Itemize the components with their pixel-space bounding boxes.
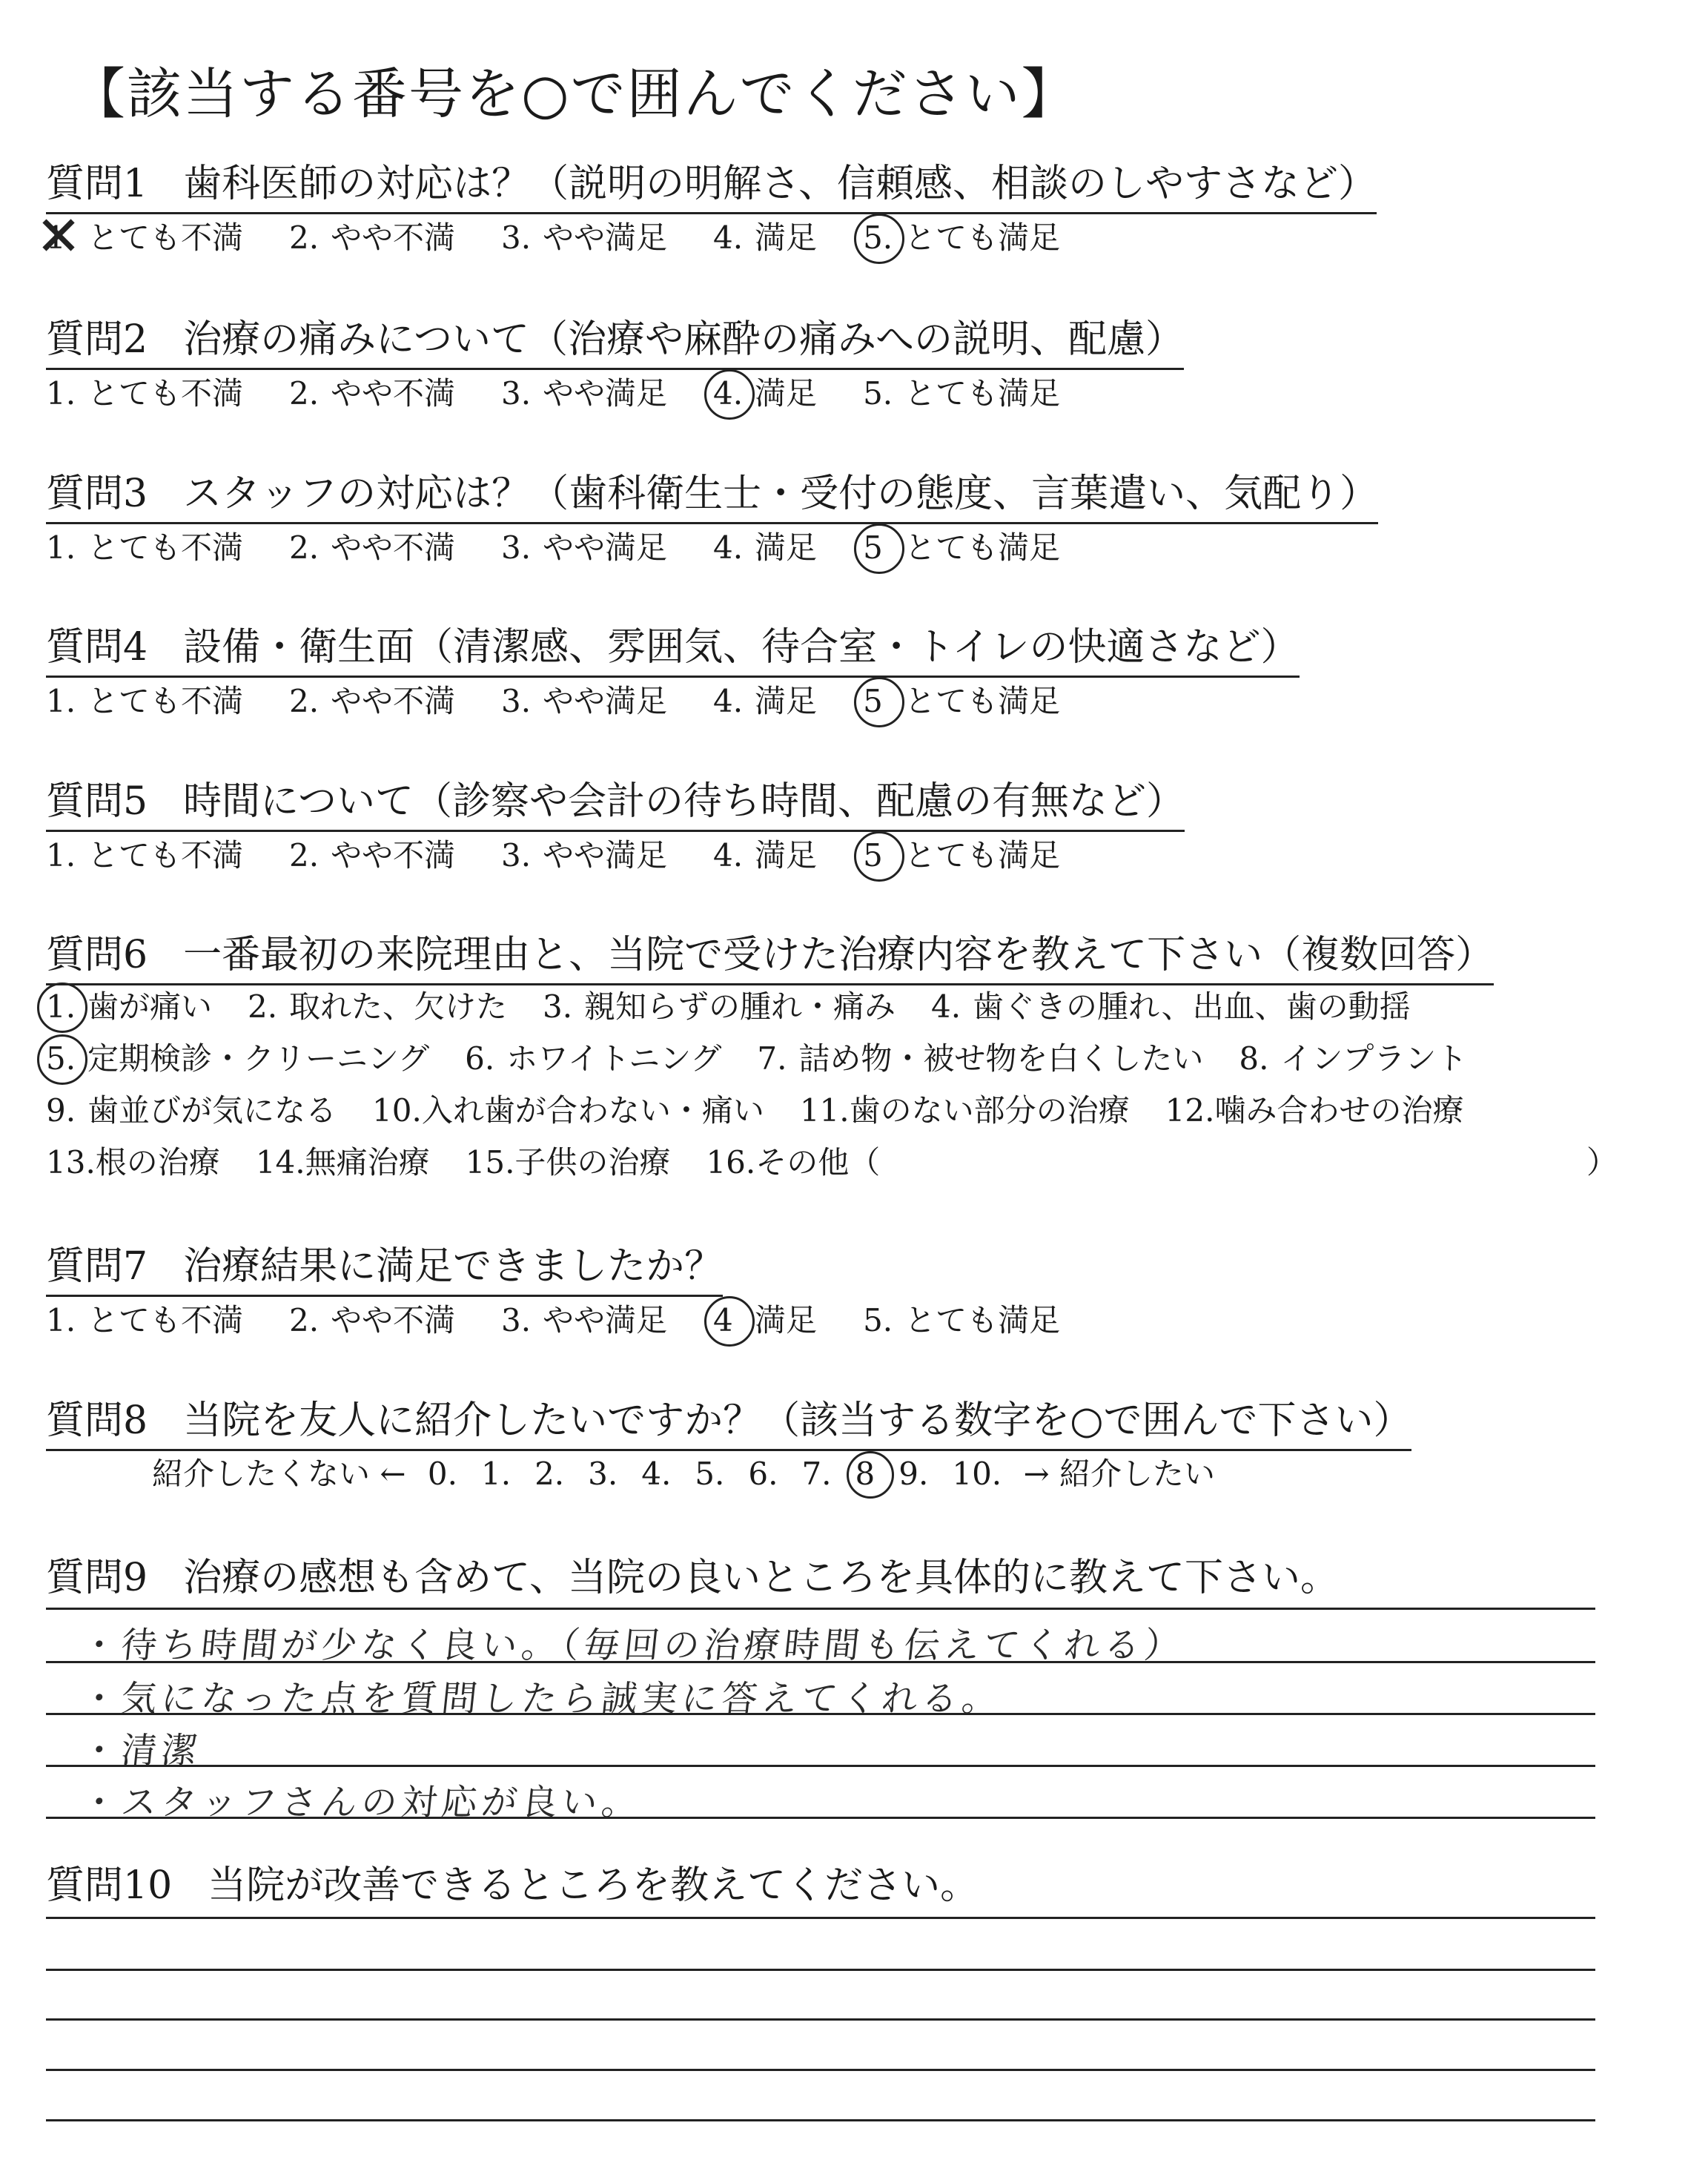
q6-option-8[interactable]: 8. インプラント xyxy=(1239,1040,1468,1077)
question-1-heading xyxy=(46,152,1377,214)
option-4[interactable]: 4. 満足 xyxy=(713,529,818,566)
option-1[interactable]: ✕ 1. とても不満 xyxy=(46,214,243,258)
option-1[interactable]: 1. とても不満 xyxy=(46,683,244,719)
question-6-heading xyxy=(46,923,1494,985)
q6-option-3[interactable]: 3. 親知らずの腫れ・痛み xyxy=(543,988,896,1025)
scale-right-label: → 紹介したい xyxy=(1023,1456,1216,1492)
scale-value[interactable]: 3. xyxy=(588,1456,618,1492)
option-2[interactable]: 2. やや不満 xyxy=(289,837,456,873)
option-2[interactable]: 2. やや不満 xyxy=(289,529,456,566)
option-3[interactable]: 3. やや満足 xyxy=(501,683,668,719)
option-3[interactable]: 3. やや満足 xyxy=(501,1302,668,1338)
answer-line[interactable] xyxy=(46,2069,1595,2071)
scale-value[interactable]: 10. xyxy=(952,1456,1002,1492)
option-4[interactable]: 4. 満足 xyxy=(713,219,818,256)
option-2[interactable]: 2. やや不満 xyxy=(289,375,456,412)
q6-option-7[interactable]: 7. 詰め物・被せ物を白くしたい xyxy=(757,1040,1204,1077)
handwritten-answer-2[interactable]: ・気になった点を質問したら誠実に答えてくれる。 xyxy=(79,1678,1004,1720)
question-label: 質問4 xyxy=(46,625,148,670)
option-5-selected[interactable]: 5 とても満足 xyxy=(863,837,1061,873)
scale-value[interactable]: 5. xyxy=(695,1456,725,1492)
q6-option-11[interactable]: 11.歯のない部分の治療 xyxy=(799,1092,1130,1129)
q6-option-5-selected[interactable]: 5. 定期検診・クリーニング xyxy=(46,1040,430,1077)
question-label: 質問2 xyxy=(46,317,148,362)
option-4[interactable]: 4. 満足 xyxy=(713,683,818,719)
q6-option-6[interactable]: 6. ホワイトニング xyxy=(465,1040,722,1077)
option-1[interactable]: 1. とても不満 xyxy=(46,837,244,873)
question-1-options xyxy=(46,214,1106,258)
question-9-heading xyxy=(46,1546,1339,1602)
q6-option-10[interactable]: 10.入れ歯が合わない・痛い xyxy=(372,1092,764,1129)
q6-option-2[interactable]: 2. 取れた、欠けた xyxy=(248,988,508,1025)
other-close-paren: ） xyxy=(1586,1144,1618,1180)
answer-line[interactable] xyxy=(46,2018,1595,2021)
q6-option-9[interactable]: 9. 歯並びが気になる xyxy=(46,1092,337,1129)
question-3-options xyxy=(46,524,1106,568)
option-3[interactable]: 3. やや満足 xyxy=(501,837,668,873)
handwritten-answer-3[interactable]: ・清潔 xyxy=(79,1730,204,1771)
option-2[interactable]: 2. やや不満 xyxy=(289,683,456,719)
option-1[interactable]: 1. とても不満 xyxy=(46,375,244,412)
answer-line xyxy=(46,1661,1595,1663)
answer-line[interactable] xyxy=(46,1917,1595,1919)
answer-line xyxy=(46,1608,1595,1610)
question-2-options xyxy=(46,369,1106,414)
question-8-heading xyxy=(46,1389,1411,1451)
option-3[interactable]: 3. やや満足 xyxy=(501,219,668,256)
option-3[interactable]: 3. やや満足 xyxy=(501,529,668,566)
question-text: 治療の感想も含めて、当院の良いところを具体的に教えて下さい。 xyxy=(183,1556,1340,1600)
option-2[interactable]: 2. やや不満 xyxy=(289,1302,456,1338)
question-text: 歯科医師の対応は？（説明の明解さ、信頼感、相談のしやすさなど） xyxy=(183,162,1377,206)
option-5-selected[interactable]: 5 とても満足 xyxy=(863,529,1061,566)
option-5-selected[interactable]: 5. とても満足 xyxy=(863,219,1061,256)
question-text: 当院を友人に紹介したいですか？（該当する数字を○で囲んで下さい） xyxy=(183,1398,1412,1443)
q6-option-15[interactable]: 15.子供の治療 xyxy=(465,1144,671,1180)
option-5-selected[interactable]: 5 とても満足 xyxy=(863,683,1061,719)
question-3-heading xyxy=(46,462,1378,524)
scale-value[interactable]: 0. xyxy=(427,1456,457,1492)
question-4-heading xyxy=(46,615,1300,678)
question-label: 質問6 xyxy=(46,933,148,977)
option-4[interactable]: 4. 満足 xyxy=(713,837,818,873)
option-4-selected[interactable]: 4 満足 xyxy=(713,1302,818,1338)
q6-option-13[interactable]: 13.根の治療 xyxy=(46,1144,220,1180)
handwritten-answer-1[interactable]: ・待ち時間が少なく良い。（毎回の治療時間も伝えてくれる） xyxy=(79,1625,1187,1666)
question-6-row-3 xyxy=(46,1086,1499,1131)
question-label: 質問5 xyxy=(46,779,148,824)
q6-option-16[interactable]: 16.その他（ xyxy=(706,1144,881,1180)
scale-value[interactable]: 1. xyxy=(480,1456,512,1492)
question-label: 質問9 xyxy=(46,1556,148,1600)
question-7-options xyxy=(46,1296,1106,1341)
option-2[interactable]: 2. やや不満 xyxy=(289,219,456,256)
scale-value[interactable]: 9. xyxy=(898,1456,929,1492)
question-10-heading xyxy=(46,1854,979,1909)
question-6-row-2 xyxy=(46,1034,1503,1079)
recommend-scale xyxy=(152,1450,1215,1494)
scale-value[interactable]: 4. xyxy=(641,1456,672,1492)
q6-option-12[interactable]: 12.噛み合わせの治療 xyxy=(1165,1092,1464,1129)
option-1[interactable]: 1. とても不満 xyxy=(46,529,244,566)
option-5[interactable]: 5. とても満足 xyxy=(863,1302,1061,1338)
scale-left-label: 紹介したくない ← xyxy=(152,1456,406,1492)
scale-value[interactable]: 6. xyxy=(748,1456,778,1492)
question-7-heading xyxy=(46,1235,723,1297)
question-text: 時間について（診察や会計の待ち時間、配慮の有無など） xyxy=(183,779,1185,824)
question-5-options xyxy=(46,831,1106,876)
scale-value[interactable]: 2. xyxy=(534,1456,565,1492)
question-2-heading xyxy=(46,308,1184,370)
question-text: 治療の痛みについて（治療や麻酔の痛みへの説明、配慮） xyxy=(183,317,1185,362)
scale-value-selected[interactable]: 8 xyxy=(855,1456,875,1492)
option-4-selected[interactable]: 4. 満足 xyxy=(713,375,818,412)
scale-value[interactable]: 7. xyxy=(801,1456,832,1492)
question-text: 当院が改善できるところを教えてください。 xyxy=(208,1863,979,1908)
q6-option-4[interactable]: 4. 歯ぐきの腫れ、出血、歯の動揺 xyxy=(931,988,1411,1025)
question-label: 質問3 xyxy=(46,472,148,516)
answer-line xyxy=(46,1713,1595,1715)
handwritten-answer-4[interactable]: ・スタッフさんの対応が良い。 xyxy=(79,1782,644,1823)
answer-line xyxy=(46,1817,1595,1819)
question-label: 質問1 xyxy=(46,162,148,206)
question-5-heading xyxy=(46,770,1185,832)
answer-line[interactable] xyxy=(46,1969,1595,1971)
question-6-row-4 xyxy=(46,1138,916,1183)
question-6-row-1 xyxy=(46,982,1446,1027)
option-5[interactable]: 5. とても満足 xyxy=(863,375,1061,412)
option-3[interactable]: 3. やや満足 xyxy=(501,375,668,412)
page-title: 【該当する番号を○で囲んでください】 xyxy=(70,62,1078,126)
question-4-options xyxy=(46,677,1106,721)
answer-line[interactable] xyxy=(46,2119,1595,2121)
option-1[interactable]: 1. とても不満 xyxy=(46,1302,244,1338)
question-text: 一番最初の来院理由と、当院で受けた治療内容を教えて下さい（複数回答） xyxy=(183,933,1494,977)
question-text: スタッフの対応は？（歯科衛生士・受付の態度、言葉遣い、気配り） xyxy=(183,472,1379,516)
question-label: 質問10 xyxy=(46,1863,173,1908)
question-text: 設備・衛生面（清潔感、雰囲気、待合室・トイレの快適さなど） xyxy=(183,625,1300,670)
answer-line xyxy=(46,1765,1595,1767)
question-label: 質問7 xyxy=(46,1244,148,1289)
q6-option-14[interactable]: 14.無痛治療 xyxy=(255,1144,430,1180)
question-text: 治療結果に満足できましたか？ xyxy=(183,1244,724,1289)
question-label: 質問8 xyxy=(46,1398,148,1443)
q6-option-1-selected[interactable]: 1. 歯が痛い xyxy=(46,988,213,1025)
